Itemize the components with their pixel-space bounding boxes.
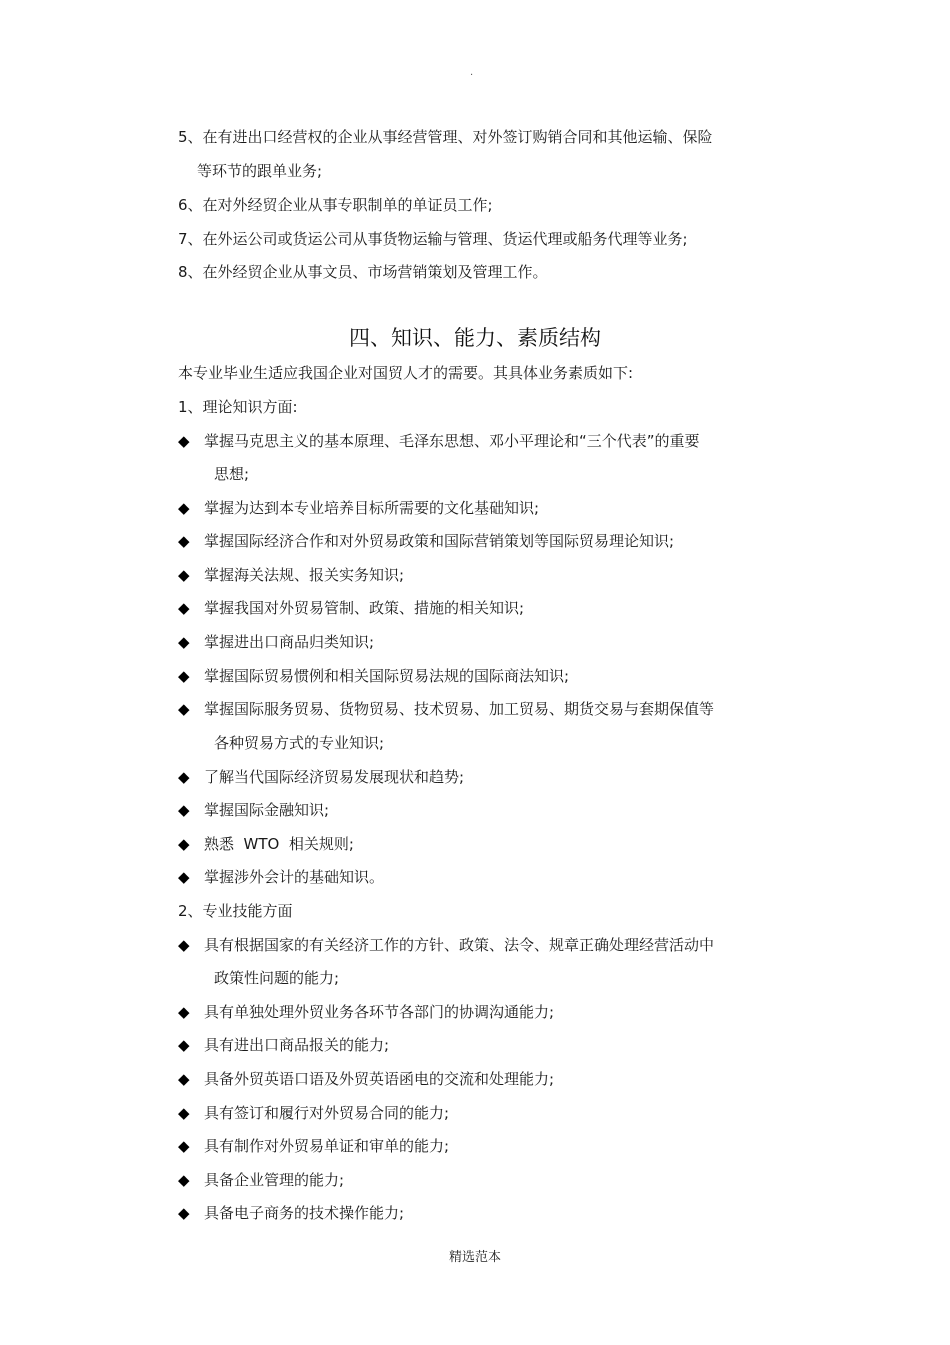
bullet-item: ◆ 熟悉 WTO 相关规则; [178, 835, 354, 853]
bullet-item: ◆ 具有签订和履行对外贸易合同的能力; [178, 1104, 450, 1122]
page-footer: 精选范本 [448, 1250, 501, 1265]
diamond-bullet-icon: ◆ [178, 868, 190, 886]
list-item-continuation: 等环节的跟单业务; [197, 162, 323, 180]
bullet-item: ◆ 具备企业管理的能力; [178, 1171, 345, 1189]
diamond-bullet-icon: ◆ [178, 1204, 190, 1222]
diamond-bullet-icon: ◆ [178, 667, 190, 685]
diamond-bullet-icon: ◆ [178, 1036, 190, 1054]
bullet-item: ◆ 具备电子商务的技术操作能力; [178, 1204, 405, 1222]
diamond-bullet-icon: ◆ [178, 1070, 190, 1088]
bullet-item: ◆ 了解当代国际经济贸易发展现状和趋势; [178, 768, 465, 786]
bullet-item: ◆ 具有进出口商品报关的能力; [178, 1036, 390, 1054]
bullet-continuation: 思想; [214, 465, 250, 483]
bullet-item: ◆ 具备外贸英语口语及外贸英语函电的交流和处理能力; [178, 1070, 555, 1088]
diamond-bullet-icon: ◆ [178, 801, 190, 819]
bullet-item: ◆ 掌握国际贸易惯例和相关国际贸易法规的国际商法知识; [178, 667, 570, 685]
diamond-bullet-icon: ◆ [178, 633, 190, 651]
diamond-bullet-icon: ◆ [178, 936, 190, 954]
diamond-bullet-icon: ◆ [178, 499, 190, 517]
bullet-item: ◆ 掌握我国对外贸易管制、政策、措施的相关知识; [178, 599, 525, 617]
section-title: 四、知识、能力、素质结构 [349, 326, 601, 350]
bullet-item: ◆ 具有制作对外贸易单证和审单的能力; [178, 1137, 450, 1155]
diamond-bullet-icon: ◆ [178, 432, 190, 450]
bullet-item: ◆ 掌握国际经济合作和对外贸易政策和国际营销策划等国际贸易理论知识; [178, 532, 675, 550]
diamond-bullet-icon: ◆ [178, 1171, 190, 1189]
bullet-item: ◆ 掌握涉外会计的基础知识。 [178, 868, 385, 886]
list-item: 8、在外经贸企业从事文员、市场营销策划及管理工作。 [178, 263, 548, 281]
diamond-bullet-icon: ◆ [178, 700, 190, 718]
diamond-bullet-icon: ◆ [178, 835, 190, 853]
diamond-bullet-icon: ◆ [178, 1003, 190, 1021]
list-item: 7、在外运公司或货运公司从事货物运输与管理、货运代理或船务代理等业务; [178, 230, 688, 248]
diamond-bullet-icon: ◆ [178, 532, 190, 550]
intro-paragraph: 本专业毕业生适应我国企业对国贸人才的需要。其具体业务素质如下: [178, 364, 634, 382]
bullet-item: ◆ 具有根据国家的有关经济工作的方针、政策、法令、规章正确处理经营活动中 [178, 936, 715, 954]
bullet-item: ◆ 掌握为达到本专业培养目标所需要的文化基础知识; [178, 499, 540, 517]
list-item: 6、在对外经贸企业从事专职制单的单证员工作; [178, 196, 493, 214]
bullet-item: ◆ 掌握国际服务贸易、货物贸易、技术贸易、加工贸易、期货交易与套期保值等 [178, 700, 715, 718]
header-mark: · [470, 70, 474, 81]
part1-title: 1、理论知识方面: [178, 398, 298, 416]
diamond-bullet-icon: ◆ [178, 1104, 190, 1122]
bullet-item: ◆ 掌握海关法规、报关实务知识; [178, 566, 405, 584]
bullet-item: ◆ 掌握国际金融知识; [178, 801, 330, 819]
bullet-item: ◆ 具有单独处理外贸业务各环节各部门的协调沟通能力; [178, 1003, 555, 1021]
part2-title: 2、专业技能方面 [178, 902, 293, 920]
diamond-bullet-icon: ◆ [178, 1137, 190, 1155]
diamond-bullet-icon: ◆ [178, 566, 190, 584]
diamond-bullet-icon: ◆ [178, 768, 190, 786]
bullet-item: ◆ 掌握进出口商品归类知识; [178, 633, 375, 651]
list-item: 5、在有进出口经营权的企业从事经营管理、对外签订购销合同和其他运输、保险 [178, 128, 713, 146]
bullet-continuation: 各种贸易方式的专业知识; [214, 734, 385, 752]
bullet-item: ◆ 掌握马克思主义的基本原理、毛泽东思想、邓小平理论和“三个代表”的重要 [178, 432, 700, 450]
bullet-continuation: 政策性问题的能力; [214, 969, 340, 987]
diamond-bullet-icon: ◆ [178, 599, 190, 617]
